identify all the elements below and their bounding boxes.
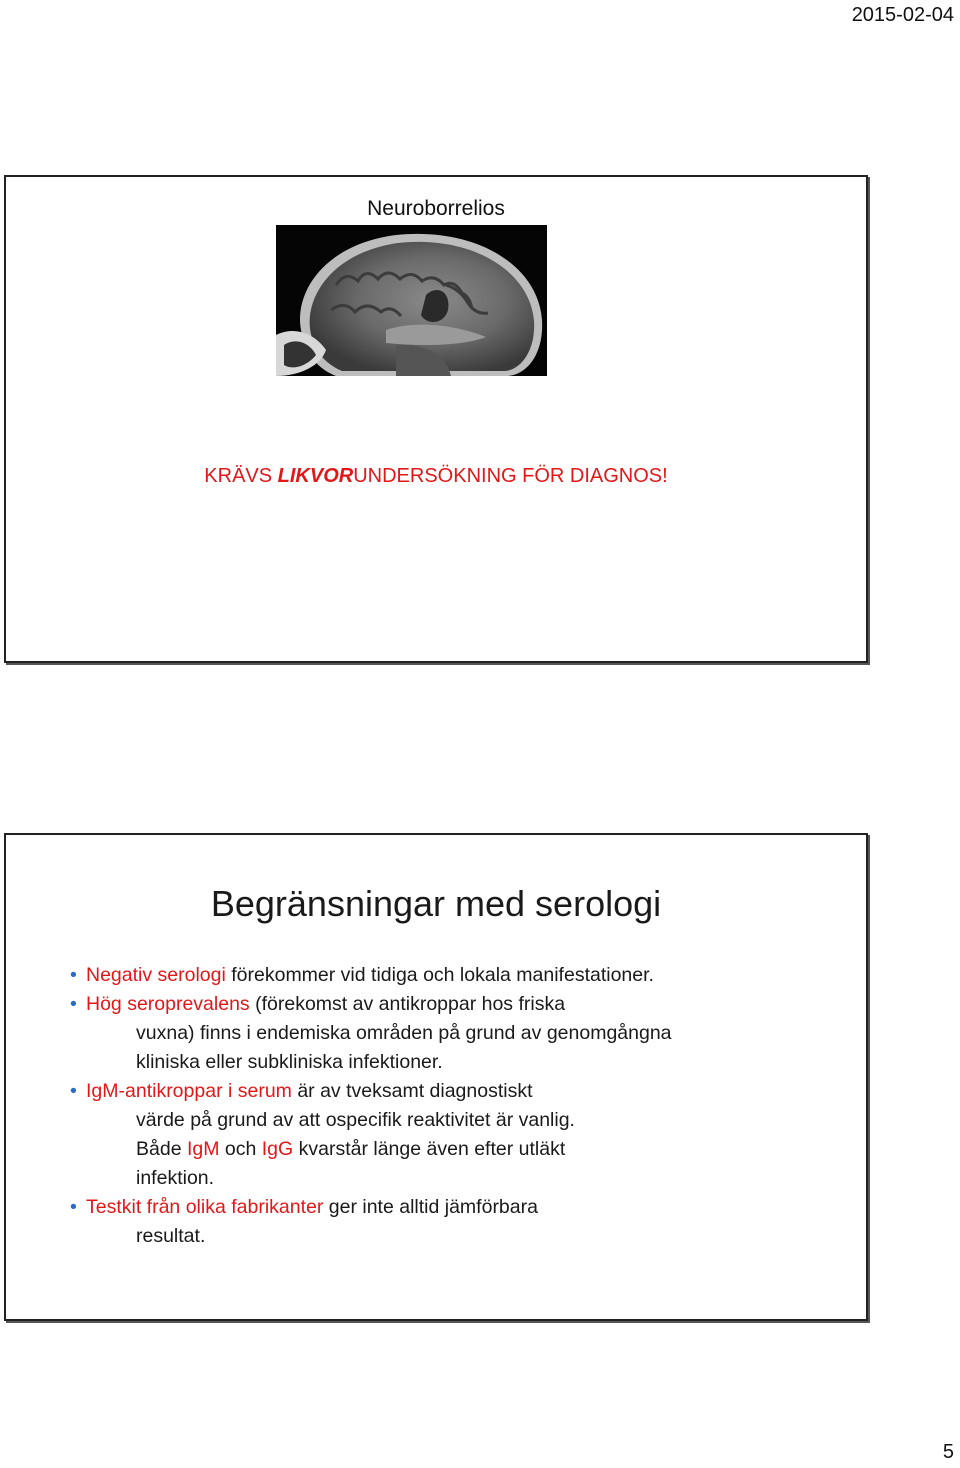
- bullet-item: [70, 1193, 846, 1251]
- bullet-highlight: IgM-antikroppar i serum: [86, 1080, 292, 1102]
- page-number: 5: [942, 1441, 954, 1463]
- bullet-highlight: IgG: [261, 1138, 294, 1160]
- note-text: UNDERSÖKNING FÖR DIAGNOS!: [353, 465, 668, 487]
- note-emphasis: LIKVOR: [277, 465, 354, 487]
- bullet-continuation: [86, 1135, 846, 1164]
- bullet-highlight: Hög seroprevalens: [86, 993, 250, 1015]
- bullet-highlight: Negativ serologi: [86, 964, 226, 986]
- date-label: 2015-02-04: [851, 4, 954, 26]
- bullet-continuation: infektion.: [136, 1167, 215, 1189]
- bullet-text: kvarstår länge även efter utläkt: [293, 1138, 566, 1160]
- bullet-text: Både: [136, 1138, 187, 1160]
- slide-serology-limitations: [4, 833, 868, 1321]
- bullet-highlight: Testkit från olika fabrikanter: [86, 1196, 324, 1218]
- slide-title: Neuroborrelios: [367, 197, 505, 220]
- bullet-item: [70, 1077, 846, 1193]
- slide-title: Begränsningar med serologi: [210, 883, 662, 924]
- bullet-text: ger inte alltid jämförbara: [323, 1196, 538, 1218]
- bullet-continuation: vuxna) finns i endemiska områden på grund av genomgångna: [136, 1022, 672, 1044]
- bullet-text: (förekomst av antikroppar hos friska: [249, 993, 566, 1015]
- bullet-continuation: kliniska eller subkliniska infektioner.: [136, 1051, 443, 1073]
- slide-neuroborrelios: [4, 175, 868, 663]
- bullet-continuation: värde på grund av att ospecifik reaktivitet är vanlig.: [136, 1109, 575, 1131]
- note-text: KRÄVS: [204, 465, 278, 487]
- bullet-item: [70, 990, 846, 1077]
- bullet-text: och: [219, 1138, 262, 1160]
- bullet-list: [70, 961, 846, 1251]
- mri-brain-illustration: [276, 225, 547, 376]
- diagnosis-note: [6, 465, 866, 488]
- bullet-highlight: IgM: [186, 1138, 220, 1160]
- bullet-text: förekommer vid tidiga och lokala manifestationer.: [225, 964, 654, 986]
- bullet-item: [70, 961, 846, 990]
- mri-brain-image: [276, 225, 547, 376]
- bullet-text: är av tveksamt diagnostiskt: [291, 1080, 533, 1102]
- bullet-continuation: resultat.: [136, 1225, 206, 1247]
